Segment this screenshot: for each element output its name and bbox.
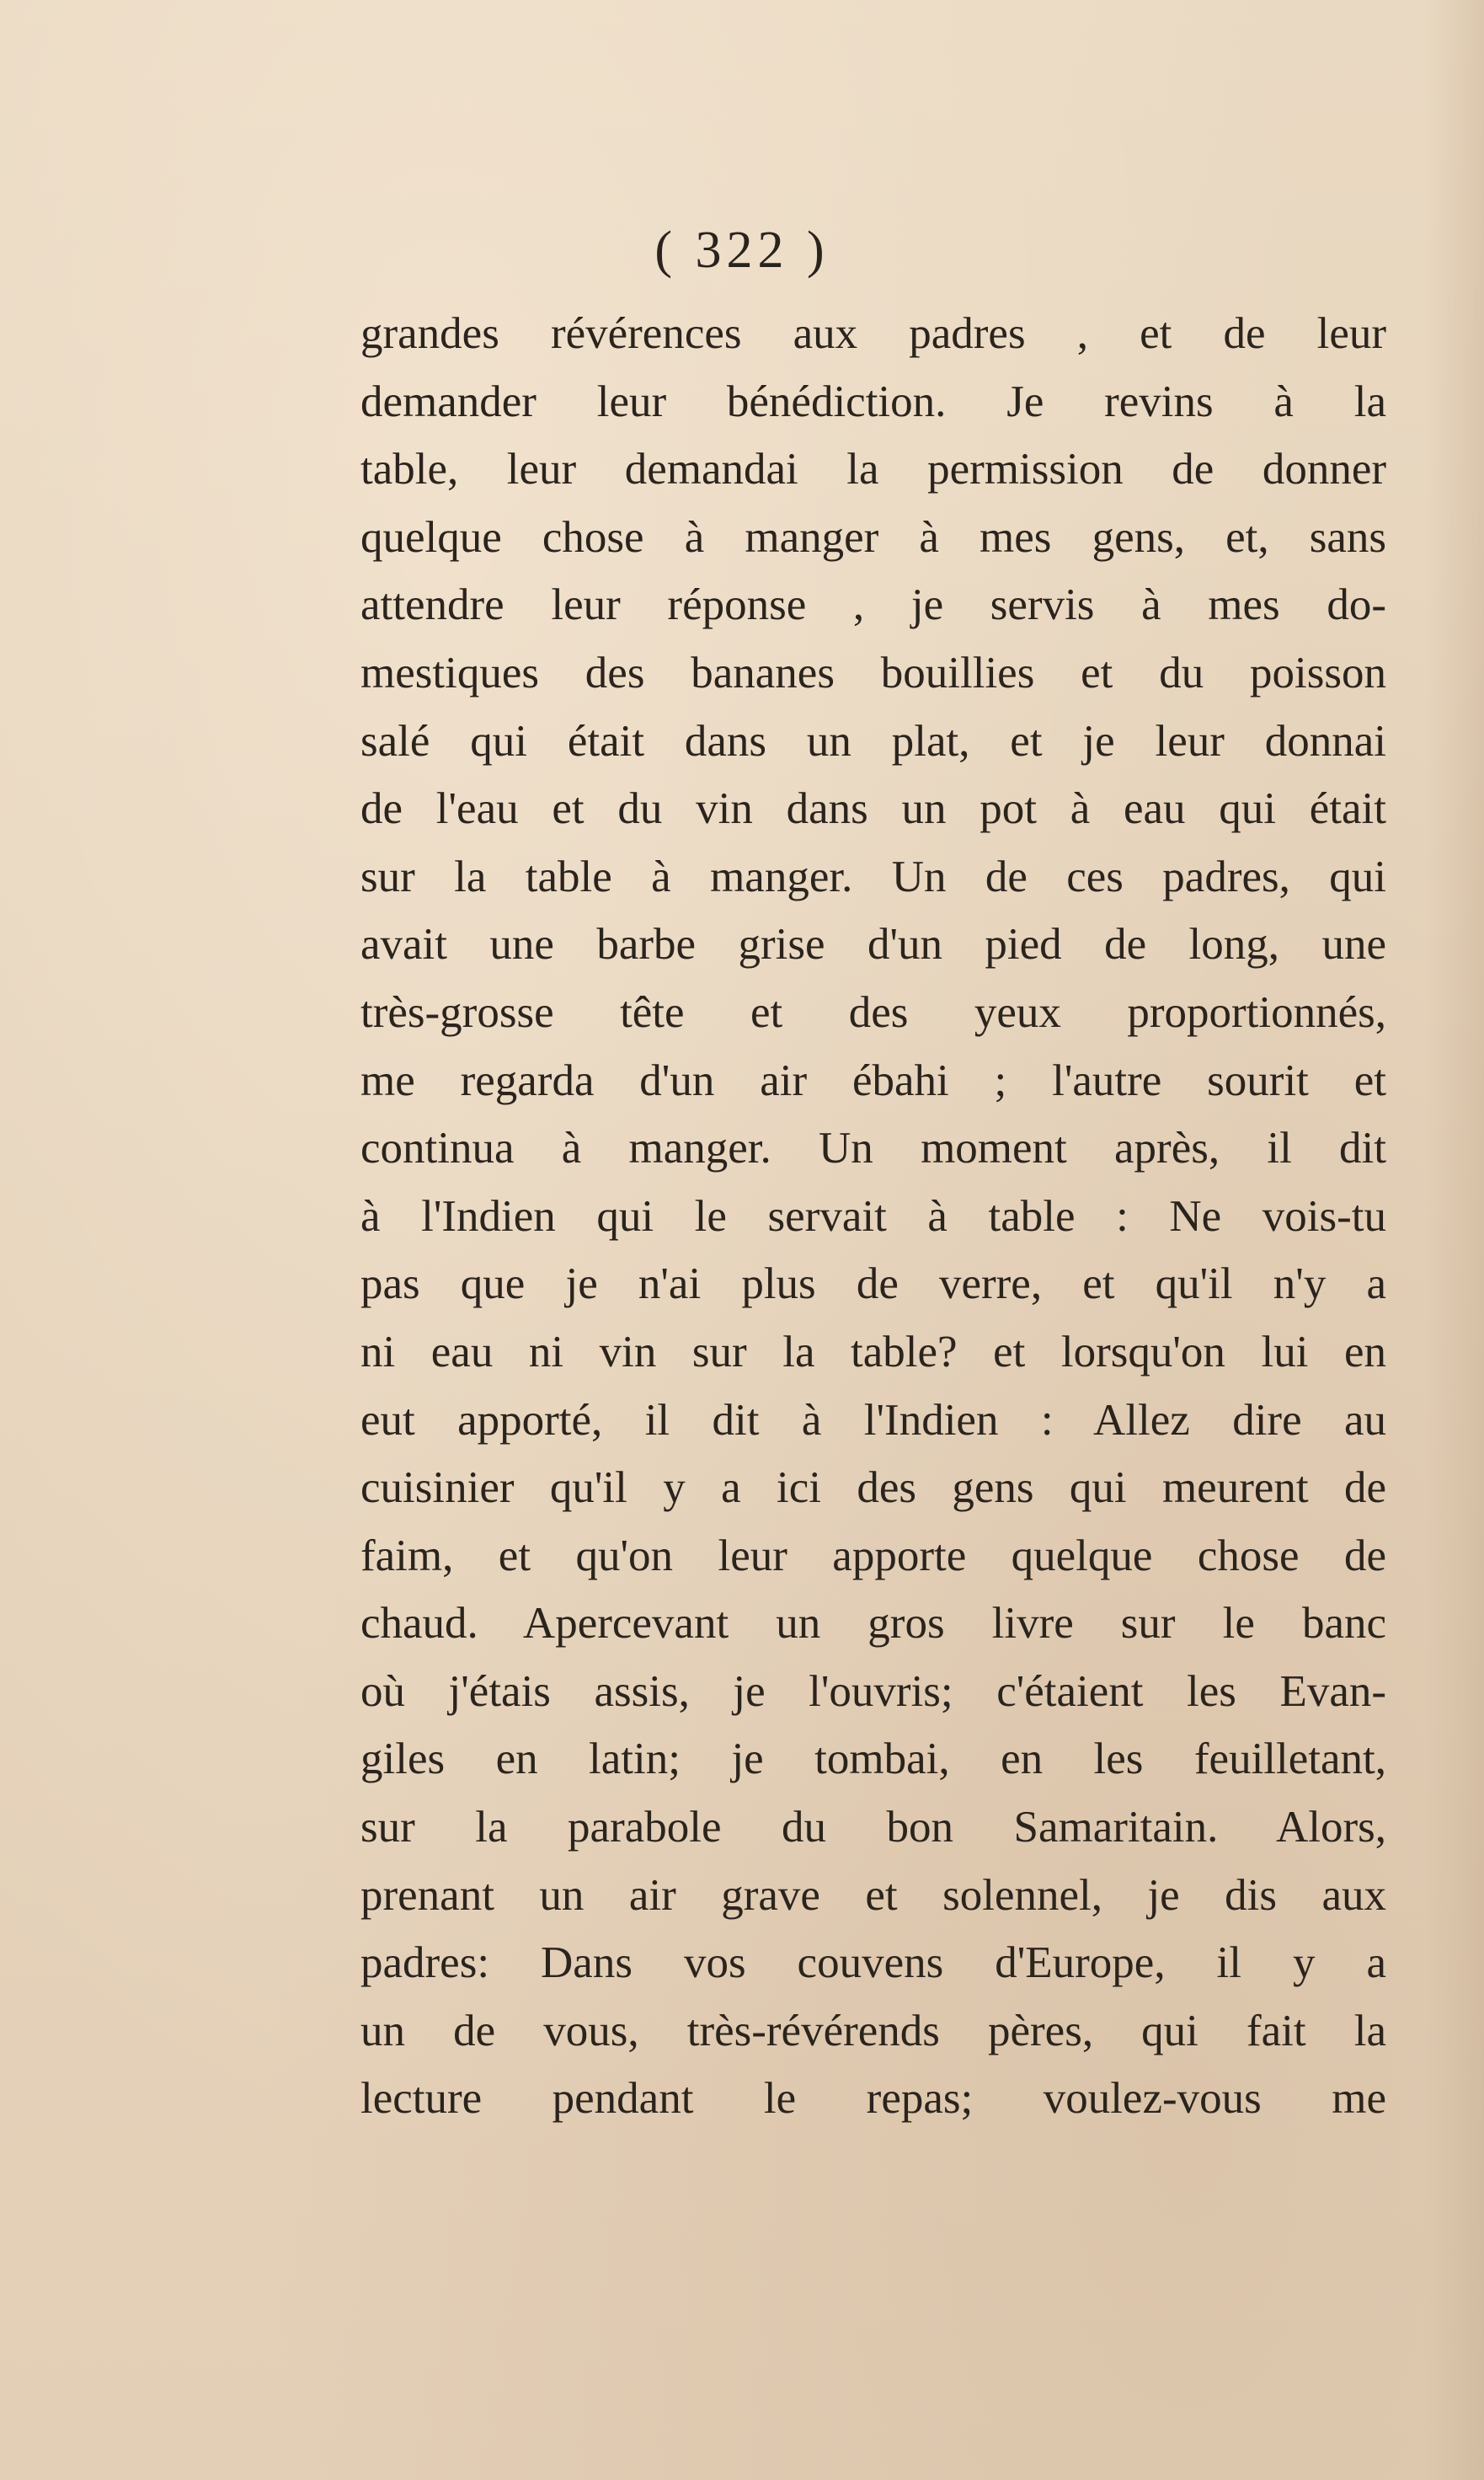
text-line: continua à manger. Un moment après, il dit [360,1124,1386,1173]
text-line: salé qui était dans un plat, et je leur donnai [360,716,1386,766]
text-line: demander leur bénédiction. Je revins à la [360,377,1386,426]
text-line: table, leur demandai la permission de donner [360,445,1386,494]
text-line: très-grosse tête et des yeux proportionnés, [360,987,1386,1037]
text-line: à l'Indien qui le servait à table : Ne vois-tu [360,1191,1386,1241]
text-line: faim, et qu'on leur apporte quelque chose de [360,1531,1386,1580]
text-line: cuisinier qu'il y a ici des gens qui meurent de [360,1463,1386,1513]
text-line: sur la table à manger. Un de ces padres, qui [360,852,1386,901]
text-line: attendre leur réponse , je servis à mes do- [360,580,1386,630]
text-line: me regarda d'un air ébahi ; l'autre sourit et [360,1056,1386,1105]
text-line: pas que je n'ai plus de verre, et qu'il n'y a [360,1259,1386,1309]
text-line: de l'eau et du vin dans un pot à eau qui était [360,784,1386,834]
text-line: padres: Dans vos couvens d'Europe, il y a [360,1938,1386,1988]
text-line: un de vous, très-révérends pères, qui fait la [360,2006,1386,2055]
text-line: sur la parabole du bon Samaritain. Alors, [360,1803,1386,1852]
text-line: où j'étais assis, je l'ouvris; c'étaient les Evan- [360,1666,1386,1716]
body-text [360,300,1386,2133]
text-line: giles en latin; je tombai, en les feuilletant, [360,1734,1386,1784]
text-line: ni eau ni vin sur la table? et lorsqu'on lui en [360,1327,1386,1376]
text-line: chaud. Apercevant un gros livre sur le banc [360,1599,1386,1649]
text-line: mestiques des bananes bouillies et du poisson [360,648,1386,698]
text-line: grandes révérences aux padres , et de leur [360,309,1386,358]
text-line: eut apporté, il dit à l'Indien : Allez dire au [360,1395,1386,1445]
text-line: avait une barbe grise d'un pied de long, une [360,920,1386,970]
page-edge-shadow [1425,0,1484,2480]
text-line: prenant un air grave et solennel, je dis aux [360,1870,1386,1920]
text-line: lecture pendant le repas; voulez-vous me [360,2074,1386,2124]
text-line: quelque chose à manger à mes gens, et, sans [360,512,1386,562]
page-number: ( 322 ) [654,222,830,279]
